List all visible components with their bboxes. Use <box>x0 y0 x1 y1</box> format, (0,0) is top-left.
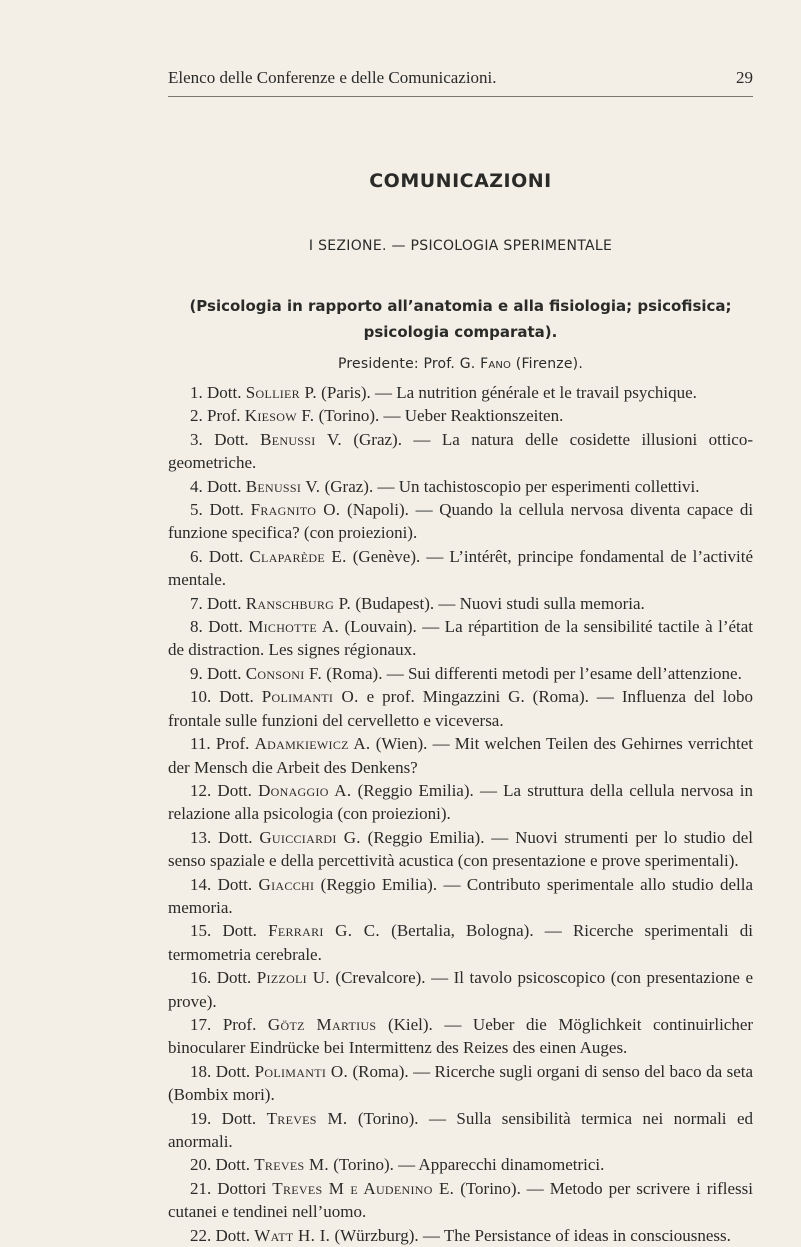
entry-text: (Paris). — La nutrition générale et le travail psychique. <box>321 383 697 402</box>
list-item <box>168 592 753 615</box>
entry-title: Dott. <box>208 617 243 637</box>
entry-text: (Würzburg). — The Persistance of ideas in consciousness. <box>334 1225 731 1245</box>
entry-number: 9. <box>190 663 203 683</box>
entry-number: 8. <box>190 617 203 637</box>
list-item <box>168 779 753 826</box>
list-item <box>168 1013 753 1060</box>
list-item <box>168 475 753 498</box>
list-item <box>168 662 753 685</box>
entry-text: (Crevalcore). — Il tavolo psicoscopico (con presentazione e prove). <box>168 968 754 1011</box>
entry-author: Benussi V. <box>260 429 342 449</box>
entry-text: (Graz). — Un tachistoscopio per esperimenti collettivi. <box>324 476 700 496</box>
entry-title: Dott. <box>222 921 257 941</box>
entry-number: 11. <box>190 734 211 754</box>
entry-title: Prof. <box>222 1014 257 1034</box>
entry-author: Treves M. <box>266 1108 348 1128</box>
entry-text: (Genève). — L’intérêt, principe fondamental de l’activité mentale. <box>168 546 754 590</box>
entry-author: Donaggio A. <box>258 780 352 800</box>
entry-title: Dott. <box>219 687 254 707</box>
entry-number: 4. <box>190 476 203 496</box>
page-title: COMUNICAZIONI <box>369 170 552 192</box>
entry-text: (Budapest). — Nuovi studi sulla memoria. <box>355 593 645 613</box>
entry-title: Dott. <box>207 593 242 613</box>
entry-number: 2. <box>190 406 203 426</box>
list-item <box>168 428 753 475</box>
entry-number: 15. <box>190 921 212 941</box>
entry-number: 21. <box>190 1178 212 1198</box>
entry-number: 20. <box>190 1155 212 1175</box>
entry-author: Polimanti O. <box>261 687 359 707</box>
entry-number: 14. <box>190 874 212 894</box>
entry-number: 7. <box>190 593 203 613</box>
entry-number: 6. <box>190 546 203 566</box>
entry-text: (Wien). — Mit welchen Teilen des Gehirnes verrichtet der Mensch die Arbeit des Denkens? <box>168 734 754 777</box>
entry-text: (Torino). — Ueber Reaktionszeiten. <box>318 406 564 426</box>
president-label: Presidente: Prof. <box>338 356 456 372</box>
list-item <box>168 1177 753 1224</box>
list-item <box>168 1224 753 1247</box>
entry-title: Dott. <box>215 1155 250 1175</box>
entry-text: (Reggio Emilia). — Nuovi strumenti per lo studio del senso spaziale e della percettività acustica (con presentazione e prove sperimentali). <box>168 827 754 871</box>
list-item <box>168 873 753 920</box>
entry-author: Claparède E. <box>249 546 347 566</box>
entry-title: Dottori <box>217 1178 267 1198</box>
entry-number: 19. <box>190 1108 212 1128</box>
entry-title: Dott. <box>207 383 242 402</box>
entry-number: 3. <box>190 429 203 449</box>
entry-number: 12. <box>190 780 212 800</box>
entry-author: Treves M e Audenino E. <box>272 1178 455 1198</box>
entry-title: Dott. <box>217 874 253 894</box>
entry-number: 1. <box>190 383 203 402</box>
entry-title: Dott. <box>215 1225 250 1245</box>
page-number: 29 <box>736 68 753 87</box>
entry-title: Dott. <box>217 780 252 800</box>
entry-title: Dott. <box>221 1108 257 1128</box>
list-item <box>168 1107 753 1154</box>
section-subtitle <box>168 293 753 345</box>
president-place: (Firenze). <box>515 356 583 372</box>
entry-text: (Bertalia, Bologna). — Ricerche sperimentali di termometria cerebrale. <box>168 921 753 964</box>
list-item <box>168 1153 753 1176</box>
list-item <box>168 615 753 662</box>
entry-title: Dott. <box>214 429 249 449</box>
entry-text: (Reggio Emilia). — Contributo sperimentale allo studio della memoria. <box>168 874 754 917</box>
entry-title: Prof. <box>215 734 250 754</box>
entry-title: Dott. <box>207 663 242 683</box>
section-heading: I SEZIONE. — PSICOLOGIA SPERIMENTALE <box>308 238 613 254</box>
entry-text: (Roma). — Ricerche sugli organi di senso del baco da seta (Bombix mori). <box>168 1061 754 1105</box>
entry-number: 16. <box>190 968 212 988</box>
entry-author: Watt H. I. <box>254 1225 331 1245</box>
entry-number: 17. <box>190 1014 212 1034</box>
subtitle-line-2: psicologia comparata). <box>363 323 558 341</box>
list-item <box>168 685 753 732</box>
entry-author: Michotte A. <box>248 617 340 637</box>
entry-author: Kiesow F. <box>244 406 315 426</box>
entry-author: Fragnito O. <box>250 500 341 520</box>
entry-author: Adamkiewicz A. <box>254 734 371 754</box>
entry-author: Sollier P. <box>245 383 317 402</box>
entry-number: 5. <box>190 500 203 520</box>
entry-author: Ranschburg P. <box>245 593 352 613</box>
entry-text: (Torino). — Sulla sensibilità termica nei normali ed anormali. <box>168 1108 753 1151</box>
list-item <box>168 966 753 1013</box>
subtitle-line-1: (Psicologia in rapporto all’anatomia e alla fisiologia; psicofisica; <box>189 297 732 315</box>
list-item <box>168 826 753 873</box>
entry-author: Pizzoli U. <box>256 968 330 988</box>
entry-number: 10. <box>190 687 212 707</box>
entry-author: Treves M. <box>254 1155 329 1175</box>
communications-list <box>168 381 753 1247</box>
president-name: G. Fano <box>459 356 512 372</box>
entry-title: Dott. <box>215 1061 251 1081</box>
entry-text: (Reggio Emilia). — La struttura della cellula nervosa in relazione alla psicologia (con proiezioni). <box>168 780 753 824</box>
list-item <box>168 381 753 404</box>
list-item <box>168 919 753 966</box>
entry-text: (Kiel). — Ueber die Möglichkeit continuirlicher binocularer Eindrücke bei Intermittenz des Reizes des einen Auges. <box>168 1014 754 1058</box>
list-item <box>168 498 753 545</box>
entry-text: (Napoli). — Quando la cellula nervosa diventa capace di funzione specifica? (con proiezioni). <box>168 500 754 543</box>
entry-number: 13. <box>190 827 212 847</box>
president-line <box>168 356 753 372</box>
list-item <box>168 545 753 592</box>
entry-text: (Torino). — Metodo per scrivere i riflessi cutanei e tendinei nell’uomo. <box>168 1178 753 1222</box>
entry-title: Dott. <box>207 476 242 496</box>
entry-text: (Louvain). — La répartition de la sensibilité tactile à l’état de distraction. Les signes régionaux. <box>168 617 754 660</box>
entry-title: Dott. <box>218 827 253 847</box>
entry-title: Dott. <box>216 968 252 988</box>
running-title: Elenco delle Conferenze e delle Comunicazioni. <box>168 68 497 87</box>
entry-number: 22. <box>190 1225 212 1245</box>
entry-author: Polimanti O. <box>254 1061 348 1081</box>
entry-title: Prof. <box>207 406 241 426</box>
entry-number: 18. <box>190 1061 212 1081</box>
entry-title: Dott. <box>208 546 244 566</box>
entry-author: Guicciardi G. <box>259 827 361 847</box>
entry-text: (Torino). — Apparecchi dinamometrici. <box>333 1155 605 1175</box>
list-item <box>168 404 753 427</box>
list-item <box>168 1060 753 1107</box>
entry-text: (Roma). — Sui differenti metodi per l’esame dell’attenzione. <box>326 663 742 683</box>
entry-author: Götz Martius <box>267 1014 377 1034</box>
running-head <box>168 68 753 92</box>
header-rule <box>168 96 753 97</box>
entry-author: Consoni F. <box>245 663 323 683</box>
entry-author: Giacchi <box>258 874 315 894</box>
entry-author: Benussi V. <box>245 476 321 496</box>
entry-author: Ferrari G. C. <box>268 921 380 941</box>
list-item <box>168 732 753 779</box>
entry-text: e prof. Mingazzini G. (Roma). — Influenza del lobo frontale sulle funzioni del cervelletto e viceversa. <box>168 687 754 730</box>
entry-title: Dott. <box>209 500 244 520</box>
entry-text: (Graz). — La natura delle cosidette illusioni ottico-geometriche. <box>168 429 753 473</box>
